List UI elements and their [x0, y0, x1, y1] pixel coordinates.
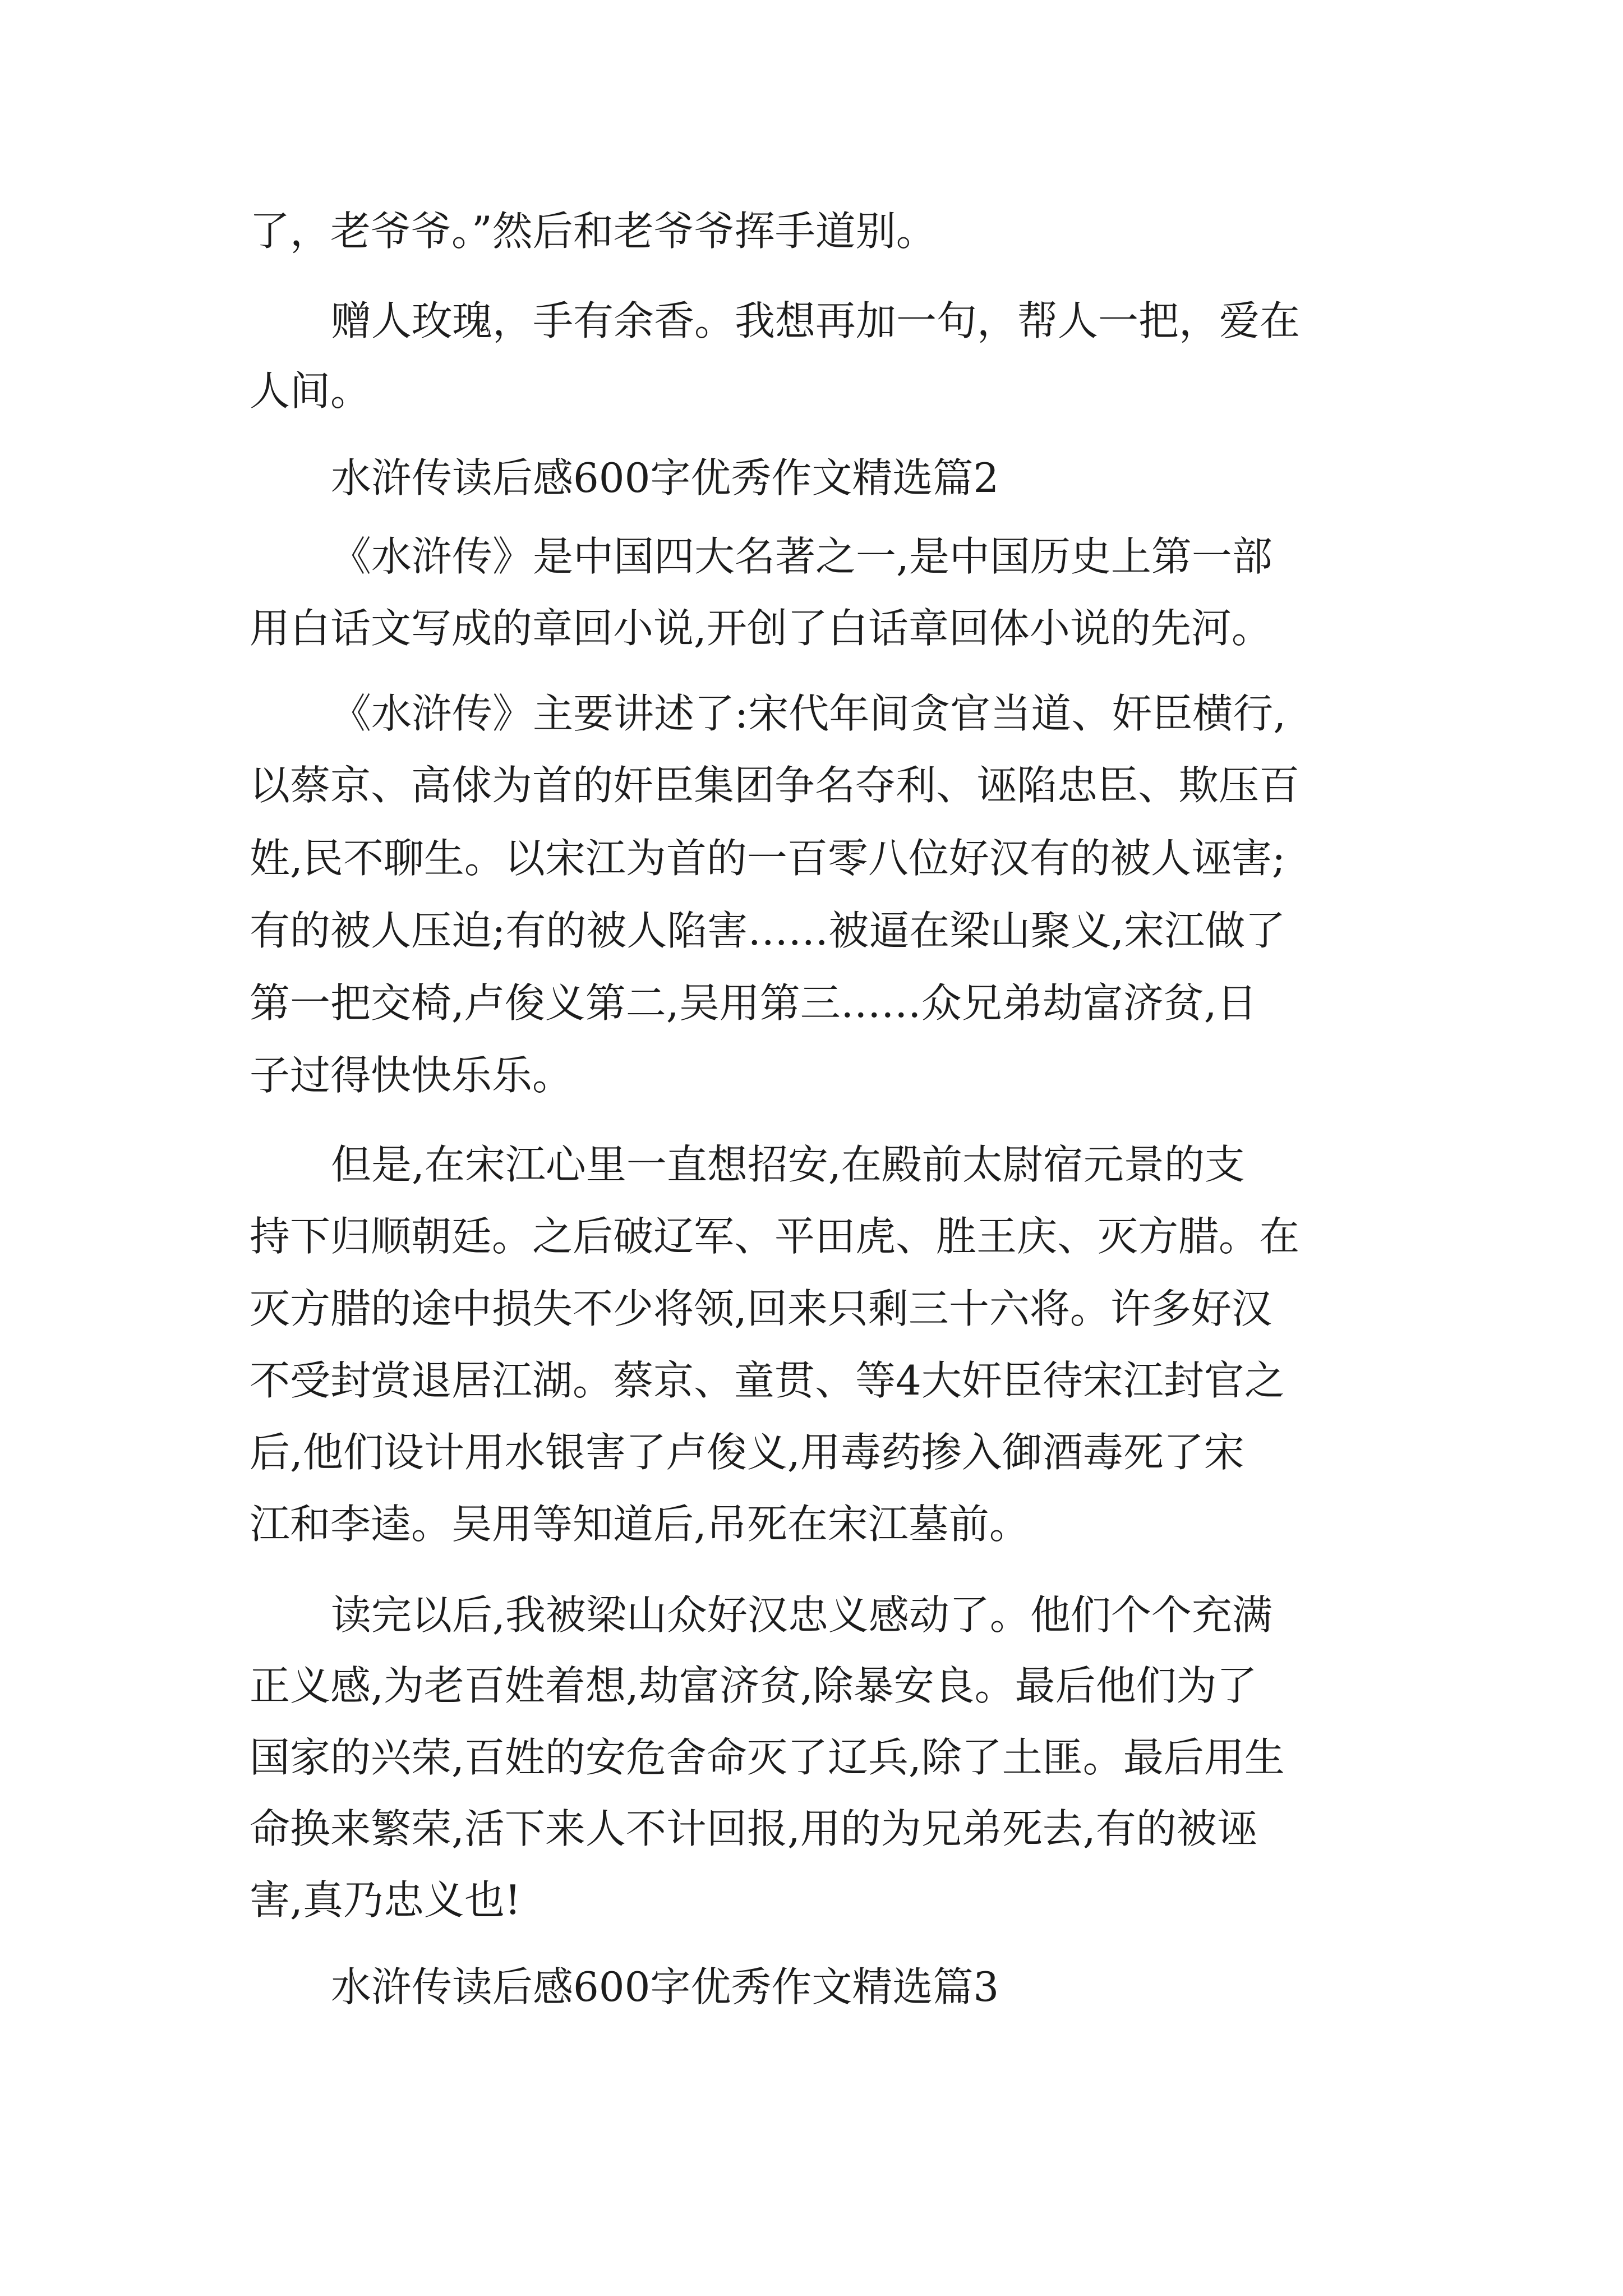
text-line: 持下归顺朝廷。之后破辽军、平田虎、胜王庆、灭方腊。在 — [250, 1213, 1300, 1260]
text-line: 姓,民不聊生。以宋江为首的一百零八位好汉有的被人诬害; — [250, 835, 1286, 882]
text-line: 人间。 — [250, 367, 371, 415]
text-line: 但是,在宋江心里一直想招安,在殿前太尉宿元景的支 — [331, 1141, 1245, 1188]
text-line: 国家的兴荣,百姓的安危舍命灭了辽兵,除了土匪。最后用生 — [250, 1734, 1285, 1781]
text-line: 子过得快快乐乐。 — [250, 1052, 573, 1099]
text-line: 害,真乃忠义也! — [250, 1876, 521, 1924]
text-line: 正义感,为老百姓着想,劫富济贫,除暴安良。最后他们为了 — [250, 1662, 1257, 1709]
section-heading: 水浒传读后感600字优秀作文精选篇2 — [331, 454, 999, 501]
text-line: 江和李逵。吴用等知道后,吊死在宋江墓前。 — [250, 1501, 1030, 1548]
text-line: 赠人玫瑰，手有余香。我想再加一句，帮人一把，爱在 — [331, 297, 1301, 344]
text-line: 用白话文写成的章回小说,开创了白话章回体小说的先河。 — [250, 605, 1272, 652]
text-line: 了，老爷爷。”然后和老爷爷挥手道别。 — [250, 208, 937, 255]
text-line: 命换来繁荣,活下来人不计回报,用的为兄弟死去,有的被诬 — [250, 1805, 1257, 1852]
text-line: 不受封赏退居江湖。蔡京、童贯、等4大奸臣待宋江封官之 — [250, 1357, 1285, 1404]
section-heading: 水浒传读后感600字优秀作文精选篇3 — [331, 1963, 999, 2010]
text-line: 《水浒传》是中国四大名著之一,是中国历史上第一部 — [331, 533, 1272, 580]
text-line: 读完以后,我被梁山众好汉忠义感动了。他们个个充满 — [331, 1591, 1272, 1639]
text-line: 第一把交椅,卢俊义第二,吴用第三……众兄弟劫富济贫,日 — [250, 979, 1257, 1027]
text-line: 后,他们设计用水银害了卢俊义,用毒药掺入御酒毒死了宋 — [250, 1429, 1244, 1476]
text-line: 有的被人压迫;有的被人陷害……被逼在梁山聚义,宋江做了 — [250, 907, 1286, 954]
text-line: 以蔡京、高俅为首的奸臣集团争名夺利、诬陷忠臣、欺压百 — [250, 762, 1300, 809]
text-line: 《水浒传》主要讲述了:宋代年间贪官当道、奸臣横行, — [331, 690, 1287, 737]
text-line: 灭方腊的途中损失不少将领,回来只剩三十六将。许多好汉 — [250, 1285, 1272, 1332]
